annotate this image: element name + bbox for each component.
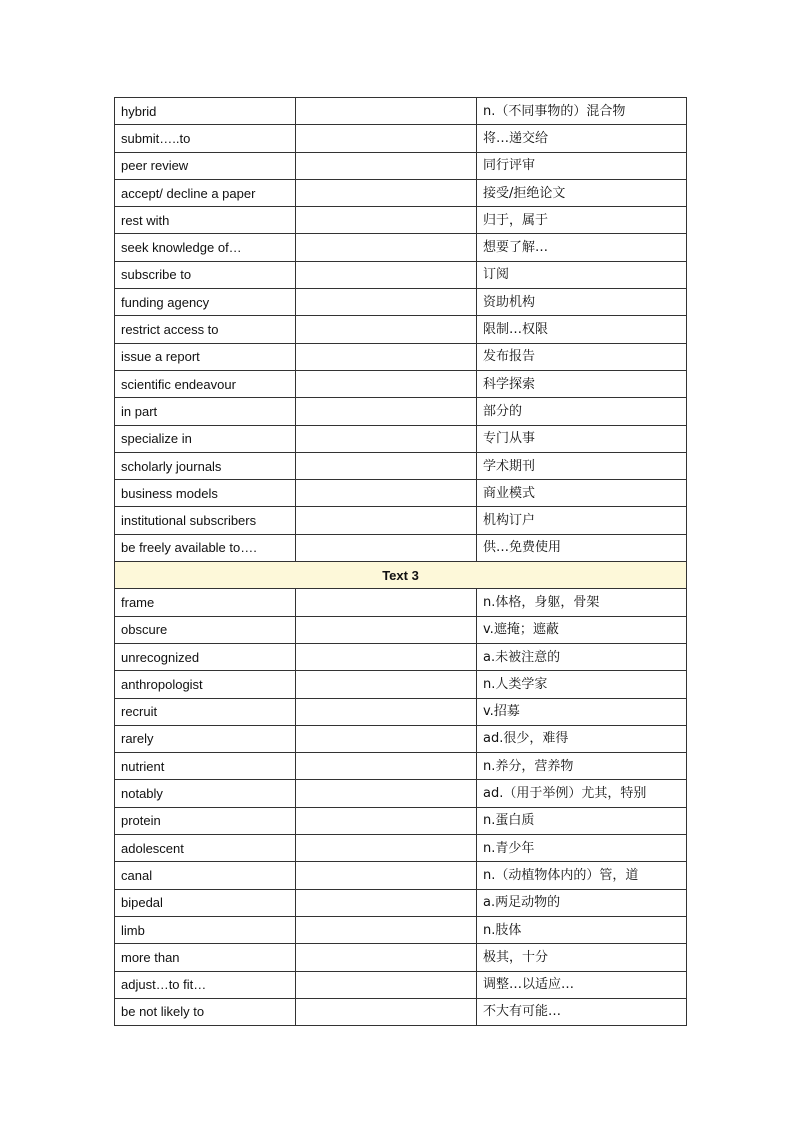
term-cell: rarely [115,725,296,752]
table-row [115,835,687,862]
table-row [115,807,687,834]
blank-cell [296,671,477,698]
blank-cell [296,862,477,889]
meaning-cell: 订阅 [477,261,687,288]
blank-cell [296,725,477,752]
table-row [115,862,687,889]
blank-cell [296,971,477,998]
table-row [115,289,687,316]
table-row [115,671,687,698]
blank-cell [296,179,477,206]
term-cell: seek knowledge of… [115,234,296,261]
meaning-cell: n.体格，身躯，骨架 [477,589,687,616]
blank-cell [296,807,477,834]
blank-cell [296,589,477,616]
table-row [115,398,687,425]
table-row [115,425,687,452]
section-title: Text 3 [115,562,687,589]
blank-cell [296,452,477,479]
table-row [115,998,687,1025]
meaning-cell: n.（不同事物的）混合物 [477,98,687,125]
section-header-row [115,562,687,589]
term-cell: business models [115,480,296,507]
meaning-cell: 部分的 [477,398,687,425]
blank-cell [296,125,477,152]
term-cell: scholarly journals [115,452,296,479]
term-cell: be not likely to [115,998,296,1025]
table-row [115,507,687,534]
table-row [115,698,687,725]
table-row [115,261,687,288]
meaning-cell: 资助机构 [477,289,687,316]
blank-cell [296,234,477,261]
term-cell: hybrid [115,98,296,125]
meaning-cell: 归于，属于 [477,207,687,234]
meaning-cell: n.肢体 [477,916,687,943]
term-cell: restrict access to [115,316,296,343]
blank-cell [296,480,477,507]
blank-cell [296,398,477,425]
term-cell: limb [115,916,296,943]
meaning-cell: n.（动植物体内的）管，道 [477,862,687,889]
term-cell: adjust…to fit… [115,971,296,998]
blank-cell [296,916,477,943]
blank-cell [296,152,477,179]
blank-cell [296,889,477,916]
meaning-cell: 专门从事 [477,425,687,452]
blank-cell [296,316,477,343]
blank-cell [296,207,477,234]
table-row [115,207,687,234]
blank-cell [296,370,477,397]
meaning-cell: a.两足动物的 [477,889,687,916]
blank-cell [296,835,477,862]
meaning-cell: 科学探索 [477,370,687,397]
term-cell: unrecognized [115,643,296,670]
term-cell: scientific endeavour [115,370,296,397]
term-cell: anthropologist [115,671,296,698]
table-row [115,452,687,479]
term-cell: institutional subscribers [115,507,296,534]
meaning-cell: 同行评审 [477,152,687,179]
meaning-cell: v.遮掩；遮蔽 [477,616,687,643]
table-row [115,780,687,807]
blank-cell [296,343,477,370]
blank-cell [296,289,477,316]
meaning-cell: n.人类学家 [477,671,687,698]
table-row [115,534,687,561]
term-cell: adolescent [115,835,296,862]
term-cell: specialize in [115,425,296,452]
table-row [115,316,687,343]
table-row [115,616,687,643]
term-cell: protein [115,807,296,834]
table-row [115,643,687,670]
term-cell: notably [115,780,296,807]
blank-cell [296,425,477,452]
meaning-cell: 不大有可能… [477,998,687,1025]
term-cell: more than [115,944,296,971]
table-row [115,234,687,261]
blank-cell [296,643,477,670]
meaning-cell: ad.（用于举例）尤其，特别 [477,780,687,807]
table-row [115,589,687,616]
table-row [115,98,687,125]
meaning-cell: 将…递交给 [477,125,687,152]
table-row [115,889,687,916]
table-row [115,480,687,507]
blank-cell [296,780,477,807]
blank-cell [296,698,477,725]
blank-cell [296,944,477,971]
meaning-cell: 学术期刊 [477,452,687,479]
table-row [115,916,687,943]
term-cell: issue a report [115,343,296,370]
blank-cell [296,534,477,561]
term-cell: accept/ decline a paper [115,179,296,206]
meaning-cell: v.招募 [477,698,687,725]
meaning-cell: 极其，十分 [477,944,687,971]
meaning-cell: 想要了解… [477,234,687,261]
vocabulary-table [114,97,687,1026]
blank-cell [296,753,477,780]
vocabulary-table-body [115,98,687,1026]
meaning-cell: 调整…以适应… [477,971,687,998]
table-row [115,725,687,752]
table-row [115,179,687,206]
meaning-cell: 供…免费使用 [477,534,687,561]
meaning-cell: n.蛋白质 [477,807,687,834]
term-cell: subscribe to [115,261,296,288]
blank-cell [296,98,477,125]
blank-cell [296,507,477,534]
term-cell: peer review [115,152,296,179]
table-row [115,370,687,397]
table-row [115,971,687,998]
meaning-cell: n.养分，营养物 [477,753,687,780]
table-row [115,152,687,179]
meaning-cell: 商业模式 [477,480,687,507]
meaning-cell: ad.很少，难得 [477,725,687,752]
term-cell: funding agency [115,289,296,316]
meaning-cell: 接受/拒绝论文 [477,179,687,206]
meaning-cell: n.青少年 [477,835,687,862]
term-cell: obscure [115,616,296,643]
meaning-cell: 限制…权限 [477,316,687,343]
term-cell: bipedal [115,889,296,916]
meaning-cell: a.未被注意的 [477,643,687,670]
term-cell: frame [115,589,296,616]
table-row [115,753,687,780]
blank-cell [296,261,477,288]
table-row [115,343,687,370]
table-row [115,944,687,971]
blank-cell [296,616,477,643]
term-cell: in part [115,398,296,425]
term-cell: rest with [115,207,296,234]
term-cell: be freely available to…. [115,534,296,561]
table-row [115,125,687,152]
term-cell: canal [115,862,296,889]
meaning-cell: 发布报告 [477,343,687,370]
blank-cell [296,998,477,1025]
meaning-cell: 机构订户 [477,507,687,534]
term-cell: recruit [115,698,296,725]
term-cell: submit…..to [115,125,296,152]
term-cell: nutrient [115,753,296,780]
